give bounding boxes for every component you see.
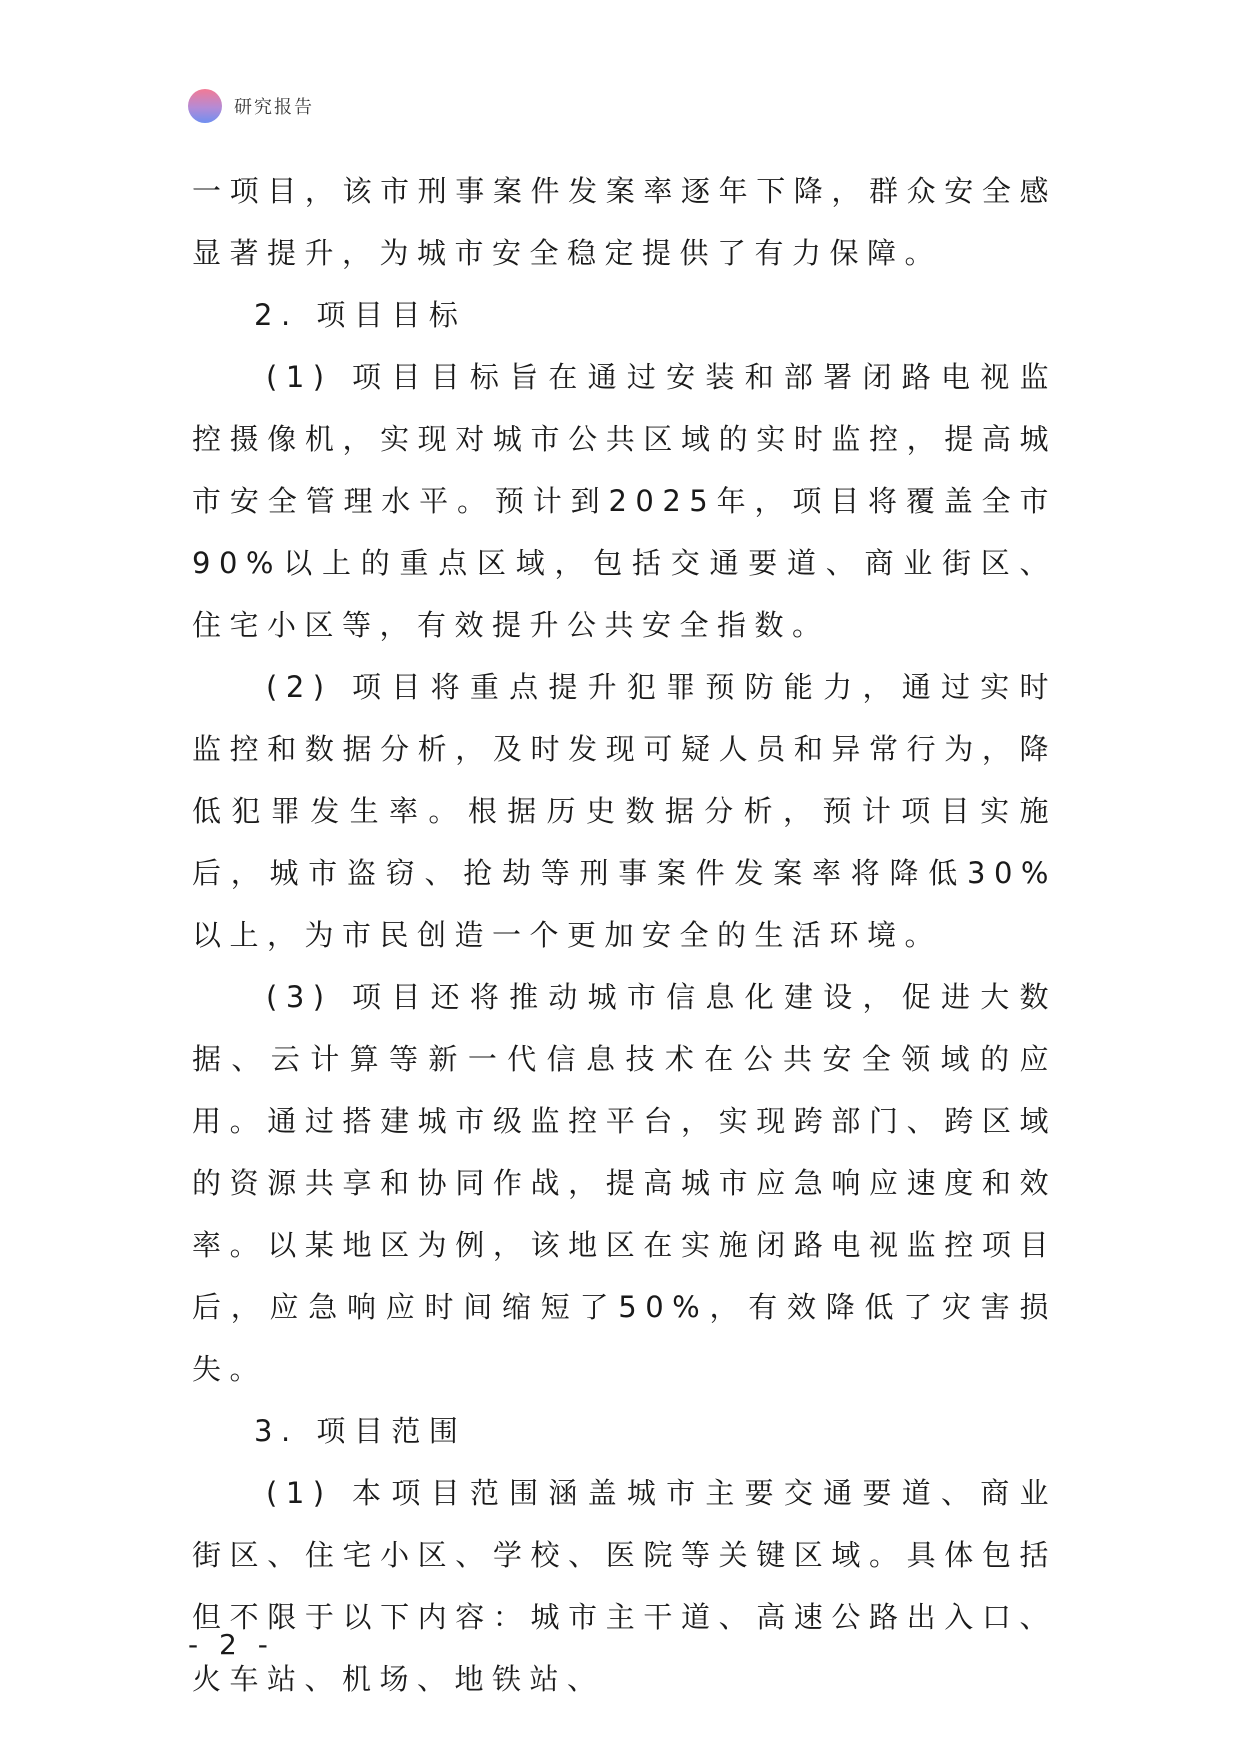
page-number: - 2 - [188, 1628, 274, 1661]
section-heading-project-scope: 3. 项目范围 [254, 1414, 467, 1448]
document-body [192, 160, 1057, 1710]
paragraph-goal-2: (2) 项目将重点提升犯罪预防能力，通过实时监控和数据分析，及时发现可疑人员和异常行为，降低犯罪发生率。根据历史数据分析，预计项目实施后，城市盗窃、抢劫等刑事案件发案率将降低30%以上，为市民创造一个更加安全的生活环境。 [192, 670, 1057, 952]
logo-icon [188, 89, 222, 123]
page-header [188, 88, 314, 124]
paragraph-goal-3: (3) 项目还将推动城市信息化建设，促进大数据、云计算等新一代信息技术在公共安全领域的应用。通过搭建城市级监控平台，实现跨部门、跨区域的资源共享和协同作战，提高城市应急响应速度和效率。以某地区为例，该地区在实施闭路电视监控项目后，应急响应时间缩短了50%，有效降低了灾害损失。 [192, 980, 1057, 1386]
paragraph-scope-1: (1) 本项目范围涵盖城市主要交通要道、商业街区、住宅小区、学校、医院等关键区域。具体包括但不限于以下内容：城市主干道、高速公路出入口、火车站、机场、地铁站、 [192, 1476, 1057, 1696]
paragraph-goal-1: (1) 项目目标旨在通过安装和部署闭路电视监控摄像机，实现对城市公共区域的实时监控，提高城市安全管理水平。预计到2025年，项目将覆盖全市90%以上的重点区域，包括交通要道、商业街区、住宅小区等，有效提升公共安全指数。 [192, 360, 1057, 642]
paragraph-continuation: 一项目，该市刑事案件发案率逐年下降，群众安全感显著提升，为城市安全稳定提供了有力保障。 [192, 174, 1057, 270]
section-heading-project-goals: 2. 项目目标 [254, 298, 467, 332]
header-title: 研究报告 [234, 97, 314, 118]
